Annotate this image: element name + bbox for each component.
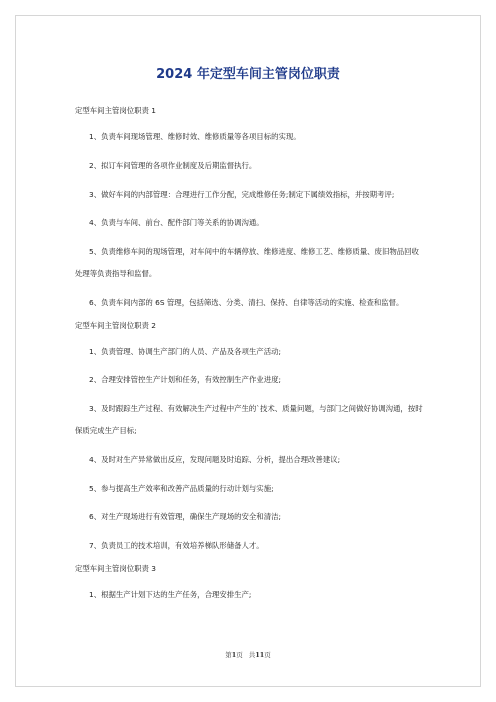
section-heading: 定型车间主管岗位职责 1 <box>75 106 156 115</box>
section-heading: 定型车间主管岗位职责 2 <box>75 320 156 330</box>
list-item: 2、合理安排管控生产计划和任务，有效控制生产作业进度; <box>89 375 281 385</box>
list-item: 3、及时跟踪生产过程、有效解决生产过程中产生的`技术、质量问题，与部门之间做好协调沟通，按时保质完成生产目标; <box>75 404 423 435</box>
page-prefix: 第 <box>225 651 232 659</box>
list-item: 2、拟订车间管理的各项作业制度及后期监督执行。 <box>89 160 257 170</box>
list-item: 6、对生产现场进行有效管理，确保生产现场的安全和清洁; <box>89 512 281 522</box>
page-total: 11 <box>255 651 265 659</box>
list-item: 1、负责车间现场管理、维修时效、维修质量等各项目标的实现。 <box>89 132 301 141</box>
list-item: 6、负责车间内部的 6S 管理，包括筛选、分类、清扫、保持、自律等活动的实施、检查和监督。 <box>89 297 404 307</box>
total-prefix: 共 <box>248 651 256 659</box>
list-item: 3、做好车间的内部管理：合理进行工作分配，完成维修任务;制定下属绩效指标，并按期考评; <box>89 189 395 199</box>
page-footer <box>0 650 496 659</box>
list-item: 7、负责员工的技术培训，有效培养梯队形储备人才。 <box>89 541 264 551</box>
section-3 <box>75 564 423 606</box>
list-item: 4、负责与车间、前台、配件部门等关系的协调沟通。 <box>89 218 264 228</box>
list-item: 1、根据生产计划下达的生产任务，合理安排生产; <box>89 589 252 599</box>
list-item: 1、负责管理、协调生产部门的人员、产品及各项生产活动; <box>89 346 281 356</box>
document-title: 2024 年定型车间主管岗位职责 <box>156 67 340 82</box>
list-item: 4、及时对生产异常做出反应，发现问题及时追踪、分析，提出合理改善建议; <box>89 454 341 464</box>
section-2 <box>75 321 423 557</box>
total-unit: 页 <box>264 651 271 659</box>
section-heading: 定型车间主管岗位职责 3 <box>75 563 156 573</box>
page-current: 1 <box>231 651 237 659</box>
page-unit: 页 <box>236 651 243 659</box>
section-1 <box>75 106 423 314</box>
list-item: 5、负责维修车间的现场管理，对车间中的车辆停放、维修进度、维修工艺、维修质量、废旧物品回收处理等负责指导和监督。 <box>75 247 419 278</box>
document-body <box>75 106 423 613</box>
list-item: 5、参与提高生产效率和改善产品质量的行动计划与实施; <box>89 483 274 493</box>
